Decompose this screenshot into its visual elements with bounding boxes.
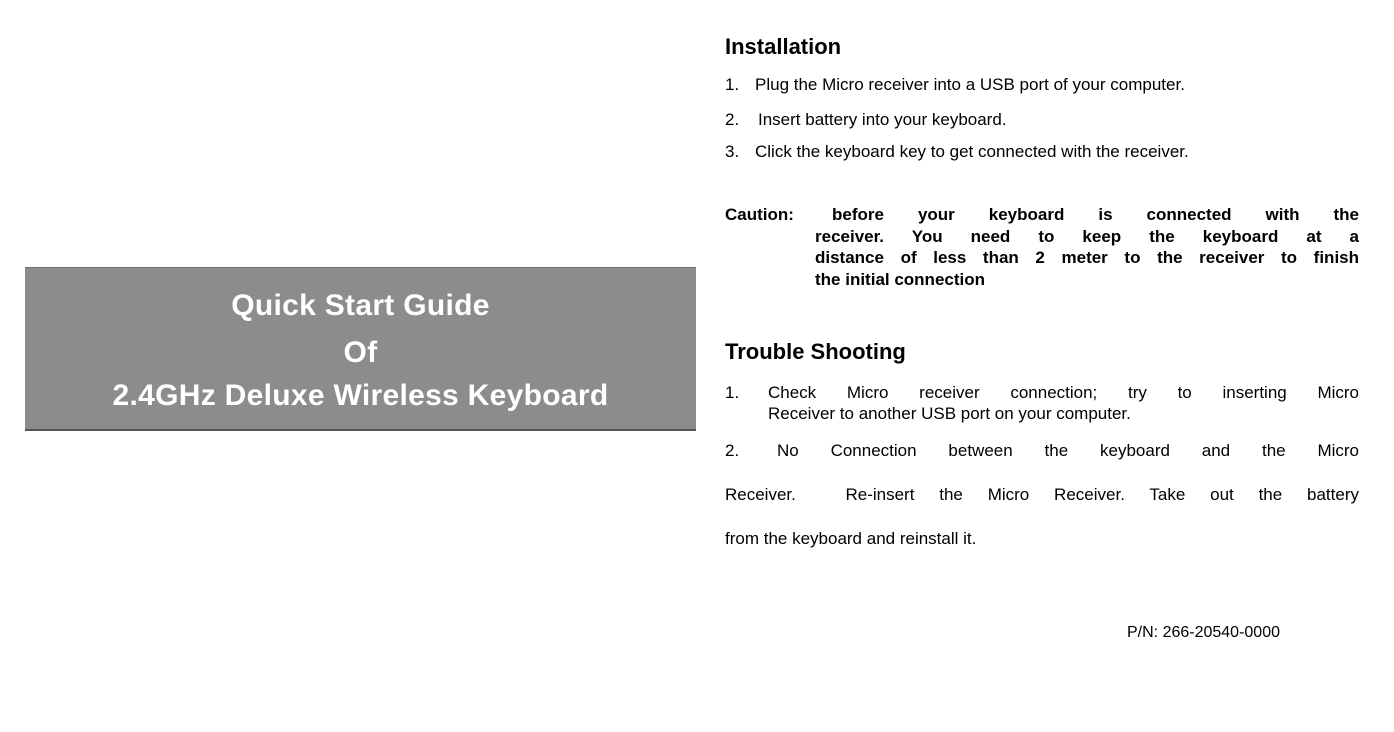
step-text: Click the keyboard key to get connected with the receiver. (755, 142, 1189, 161)
caution-line-4: the initial connection (815, 269, 986, 289)
guide-title-line-2: Of (343, 336, 378, 369)
item-2-line-2: Receiver. Re-insert the Micro Receiver. Take out the battery (725, 485, 1359, 504)
installation-step-2 (725, 110, 1007, 130)
item-1-line-2: Receiver to another USB port on your computer. (768, 404, 1131, 423)
step-number: 1. (725, 75, 740, 94)
part-number: P/N: 266-20540-0000 (1127, 624, 1280, 641)
item-number: 2. (725, 441, 740, 460)
caution-label: Caution: (725, 205, 794, 224)
caution-line-3: distance of less than 2 meter to the receiver to finish (815, 248, 1359, 267)
item-2-line-1: No Connection between the keyboard and the Micro (777, 441, 1359, 460)
caution-body (815, 226, 1359, 291)
step-number: 2. (725, 110, 740, 129)
installation-step-1 (725, 75, 1185, 95)
troubleshooting-heading: Trouble Shooting (725, 339, 906, 364)
step-number: 3. (725, 142, 740, 161)
installation-step-3 (725, 142, 1189, 162)
item-number: 1. (725, 383, 740, 402)
installation-heading: Installation (725, 34, 842, 59)
guide-title-line-3: 2.4GHz Deluxe Wireless Keyboard (112, 379, 609, 412)
guide-title-line-1: Quick Start Guide (231, 289, 490, 322)
caution-line-2: receiver. You need to keep the keyboard at a (815, 226, 1359, 246)
step-text: Plug the Micro receiver into a USB port of your computer. (755, 75, 1185, 94)
step-text: Insert battery into your keyboard. (758, 110, 1007, 129)
item-2-line-3: from the keyboard and reinstall it. (725, 529, 977, 548)
caution-line-1: before your keyboard is connected with the (832, 205, 1359, 224)
title-banner (25, 267, 696, 431)
item-1-line-1: Check Micro receiver connection; try to inserting Micro (768, 383, 1359, 402)
